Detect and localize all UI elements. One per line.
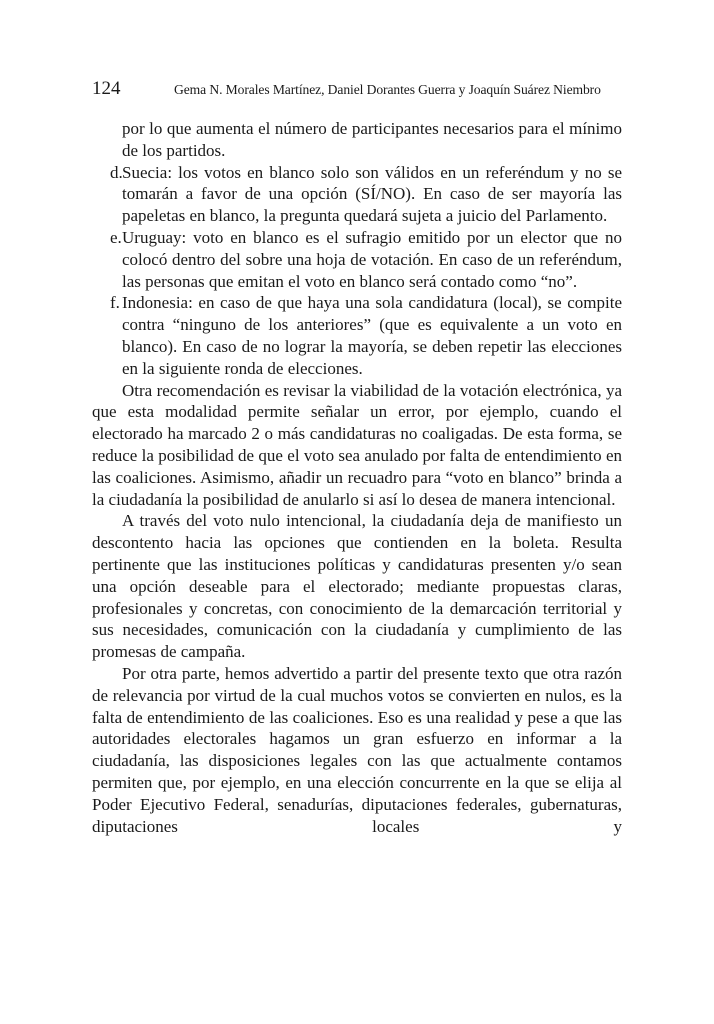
paragraph-electronic-voting: Otra recomendación es revisar la viabilidad de la votación electrónica, ya que esta modalidad permite señalar un error, por ejemplo, cuando el electorado ha marcado 2 o más candidaturas no coaligadas. De esta forma, se reduce la posibilidad de que el voto sea anulado por falta de entendimiento en las coaliciones. Asimismo, añadir un recuadro para “voto en blanco” brinda a la ciudadanía la posibilidad de anularlo si así lo desea de manera intencional. <box>92 380 622 509</box>
list-item-text: Indonesia: en caso de que haya una sola candidatura (local), se compite contra “ninguno de los anteriores” (que es equivalente a un voto en blanco). En caso de no lograr la mayoría, se deben repetir las elecciones en la siguiente ronda de elecciones. <box>122 293 622 378</box>
paragraph-coalitions: Por otra parte, hemos advertido a partir del presente texto que otra razón de relevancia por virtud de la cual muchos votos se convierten en nulos, es la falta de entendimiento de las coaliciones. Eso es una realidad y pese a que las autoridades electorales hagamos un gran esfuerzo en informar a la ciudadanía, las disposiciones legales con las que actualmente contamos permiten que, por ejemplo, en una elección concurrente en la que se elija al Poder Ejecutivo Federal, senadurías, diputaciones federales, gubernaturas, diputaciones locales y <box>92 663 622 836</box>
list-marker: d. <box>110 162 123 182</box>
running-header <box>92 78 622 106</box>
list-item-sweden <box>92 162 622 227</box>
page-number: 124 <box>92 78 121 99</box>
body-text <box>92 118 622 837</box>
list-item-uruguay <box>92 227 622 292</box>
list-item-text: Uruguay: voto en blanco es el sufragio emitido por un elector que no colocó dentro del sobre una hoja de votación. En caso de un referéndum, las personas que emitan el voto en blanco será contado como “no”. <box>122 227 622 291</box>
header-authors: Gema N. Morales Martínez, Daniel Dorantes Guerra y Joaquín Suárez Niembro <box>174 82 601 97</box>
list-item-indonesia <box>92 292 622 379</box>
book-page <box>92 78 622 837</box>
list-marker: e. <box>110 227 122 247</box>
paragraph-intentional-null-vote: A través del voto nulo intencional, la ciudadanía deja de manifiesto un descontento hacia las opciones que contienden en la boleta. Resulta pertinente que las instituciones políticas y candidaturas presenten y/o sean una opción deseable para el electorado; mediante propuestas claras, profesionales y concretas, con conocimiento de la demarcación territorial y sus necesidades, comunicación con la ciudadanía y cumplimiento de las promesas de campaña. <box>92 511 622 662</box>
continuation-text: por lo que aumenta el número de participantes necesarios para el mínimo de los partidos. <box>122 119 622 160</box>
list-marker: f. <box>110 293 120 313</box>
list-item-text: Suecia: los votos en blanco solo son válidos en un referéndum y no se tomarán a favor de una opción (SÍ/NO). En caso de ser mayoría las papeletas en blanco, la pregunta quedará sujeta a juicio del Parlamento. <box>122 162 622 226</box>
